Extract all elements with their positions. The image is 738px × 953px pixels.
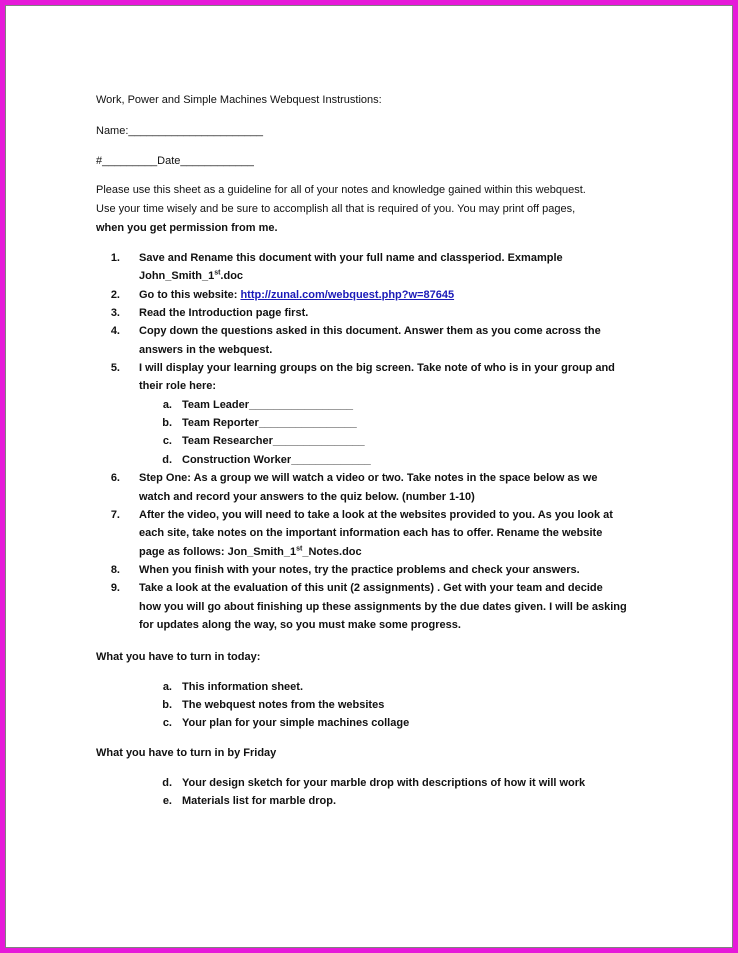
step-1-text: Save and Rename this document with your full name and classperiod. Exmample [139,252,563,264]
step-number: 7. [110,509,120,521]
step-number: 5. [110,362,120,374]
document-page [5,5,733,948]
list-letter: a. [162,681,172,693]
role-team-researcher: Team Researcher_______________ [182,435,365,447]
filename-part: page as follows: Jon_Smith_1 [139,546,297,558]
friday-item: Materials list for marble drop. [182,795,337,807]
today-item: This information sheet. [182,681,304,693]
superscript: st [214,269,221,277]
step-6-text-cont: watch and record your answers to the quiz below. (number 1-10) [139,491,475,503]
list-letter: b. [162,699,172,711]
today-item: The webquest notes from the websites [182,699,385,711]
today-heading: What you have to turn in today: [96,651,261,663]
step-1-filename [139,270,243,282]
step-9-text: Take a look at the evaluation of this unit (2 assignments) . Get with your team and decide [139,582,603,594]
step-number: 8. [110,564,120,576]
friday-item: Your design sketch for your marble drop with descriptions of how it will work [182,777,586,789]
role-construction-worker: Construction Worker_____________ [182,454,371,466]
step-number: 4. [110,325,120,337]
list-letter: c. [162,717,172,729]
filename-ext: .doc [220,270,244,282]
step-number: 6. [110,472,120,484]
step-4-text-cont: answers in the webquest. [139,344,273,356]
role-letter: c. [162,435,172,447]
friday-heading: What you have to turn in by Friday [96,747,277,759]
list-letter: d. [162,777,172,789]
role-team-leader: Team Leader_________________ [182,399,354,411]
today-item: Your plan for your simple machines collage [182,717,410,729]
filename-part: John_Smith_1 [139,270,215,282]
webquest-link[interactable]: http://zunal.com/webquest.php?w=87645 [240,289,455,301]
superscript: st [296,545,303,553]
step-9-text-cont-2: for updates along the way, so you must make some progress. [139,619,461,631]
step-9-text-cont: how you will go about finishing up these assignments by the due dates given. I will be asking [139,601,627,613]
role-letter: a. [162,399,172,411]
step-number: 2. [110,289,120,301]
step-5-text-cont: their role here: [139,380,217,392]
step-8-text: When you finish with your notes, try the practice problems and check your answers. [139,564,580,576]
intro-line-2: Use your time wisely and be sure to accomplish all that is required of you. You may print off pages, [96,203,576,215]
step-6-text: Step One: As a group we will watch a video or two. Take notes in the space below as we [139,472,598,484]
step-2-label: Go to this website: [139,289,241,301]
step-5-text: I will display your learning groups on the big screen. Take note of who is in your group and [139,362,615,374]
name-field-line: Name:______________________ [96,125,263,137]
role-letter: d. [162,454,172,466]
step-4-text: Copy down the questions asked in this document. Answer them as you come across the [139,325,601,337]
step-7-filename [139,546,362,558]
step-7-text-cont: each site, take notes on the important information each has to offer. Rename the website [139,527,603,539]
step-number: 1. [110,252,120,264]
filename-ext: _Notes.doc [302,546,362,558]
document-title: Work, Power and Simple Machines Webquest Instrustions: [96,94,382,106]
role-team-reporter: Team Reporter________________ [182,417,357,429]
step-number: 9. [110,582,120,594]
step-2-text [139,289,454,301]
step-3-text: Read the Introduction page first. [139,307,309,319]
date-field-line: #_________Date____________ [96,155,254,167]
list-letter: e. [162,795,172,807]
step-7-text: After the video, you will need to take a look at the websites provided to you. As you look at [139,509,613,521]
intro-line-1: Please use this sheet as a guideline for all of your notes and knowledge gained within this webquest. [96,184,586,196]
intro-line-3: when you get permission from me. [96,222,278,234]
step-number: 3. [110,307,120,319]
role-letter: b. [162,417,172,429]
